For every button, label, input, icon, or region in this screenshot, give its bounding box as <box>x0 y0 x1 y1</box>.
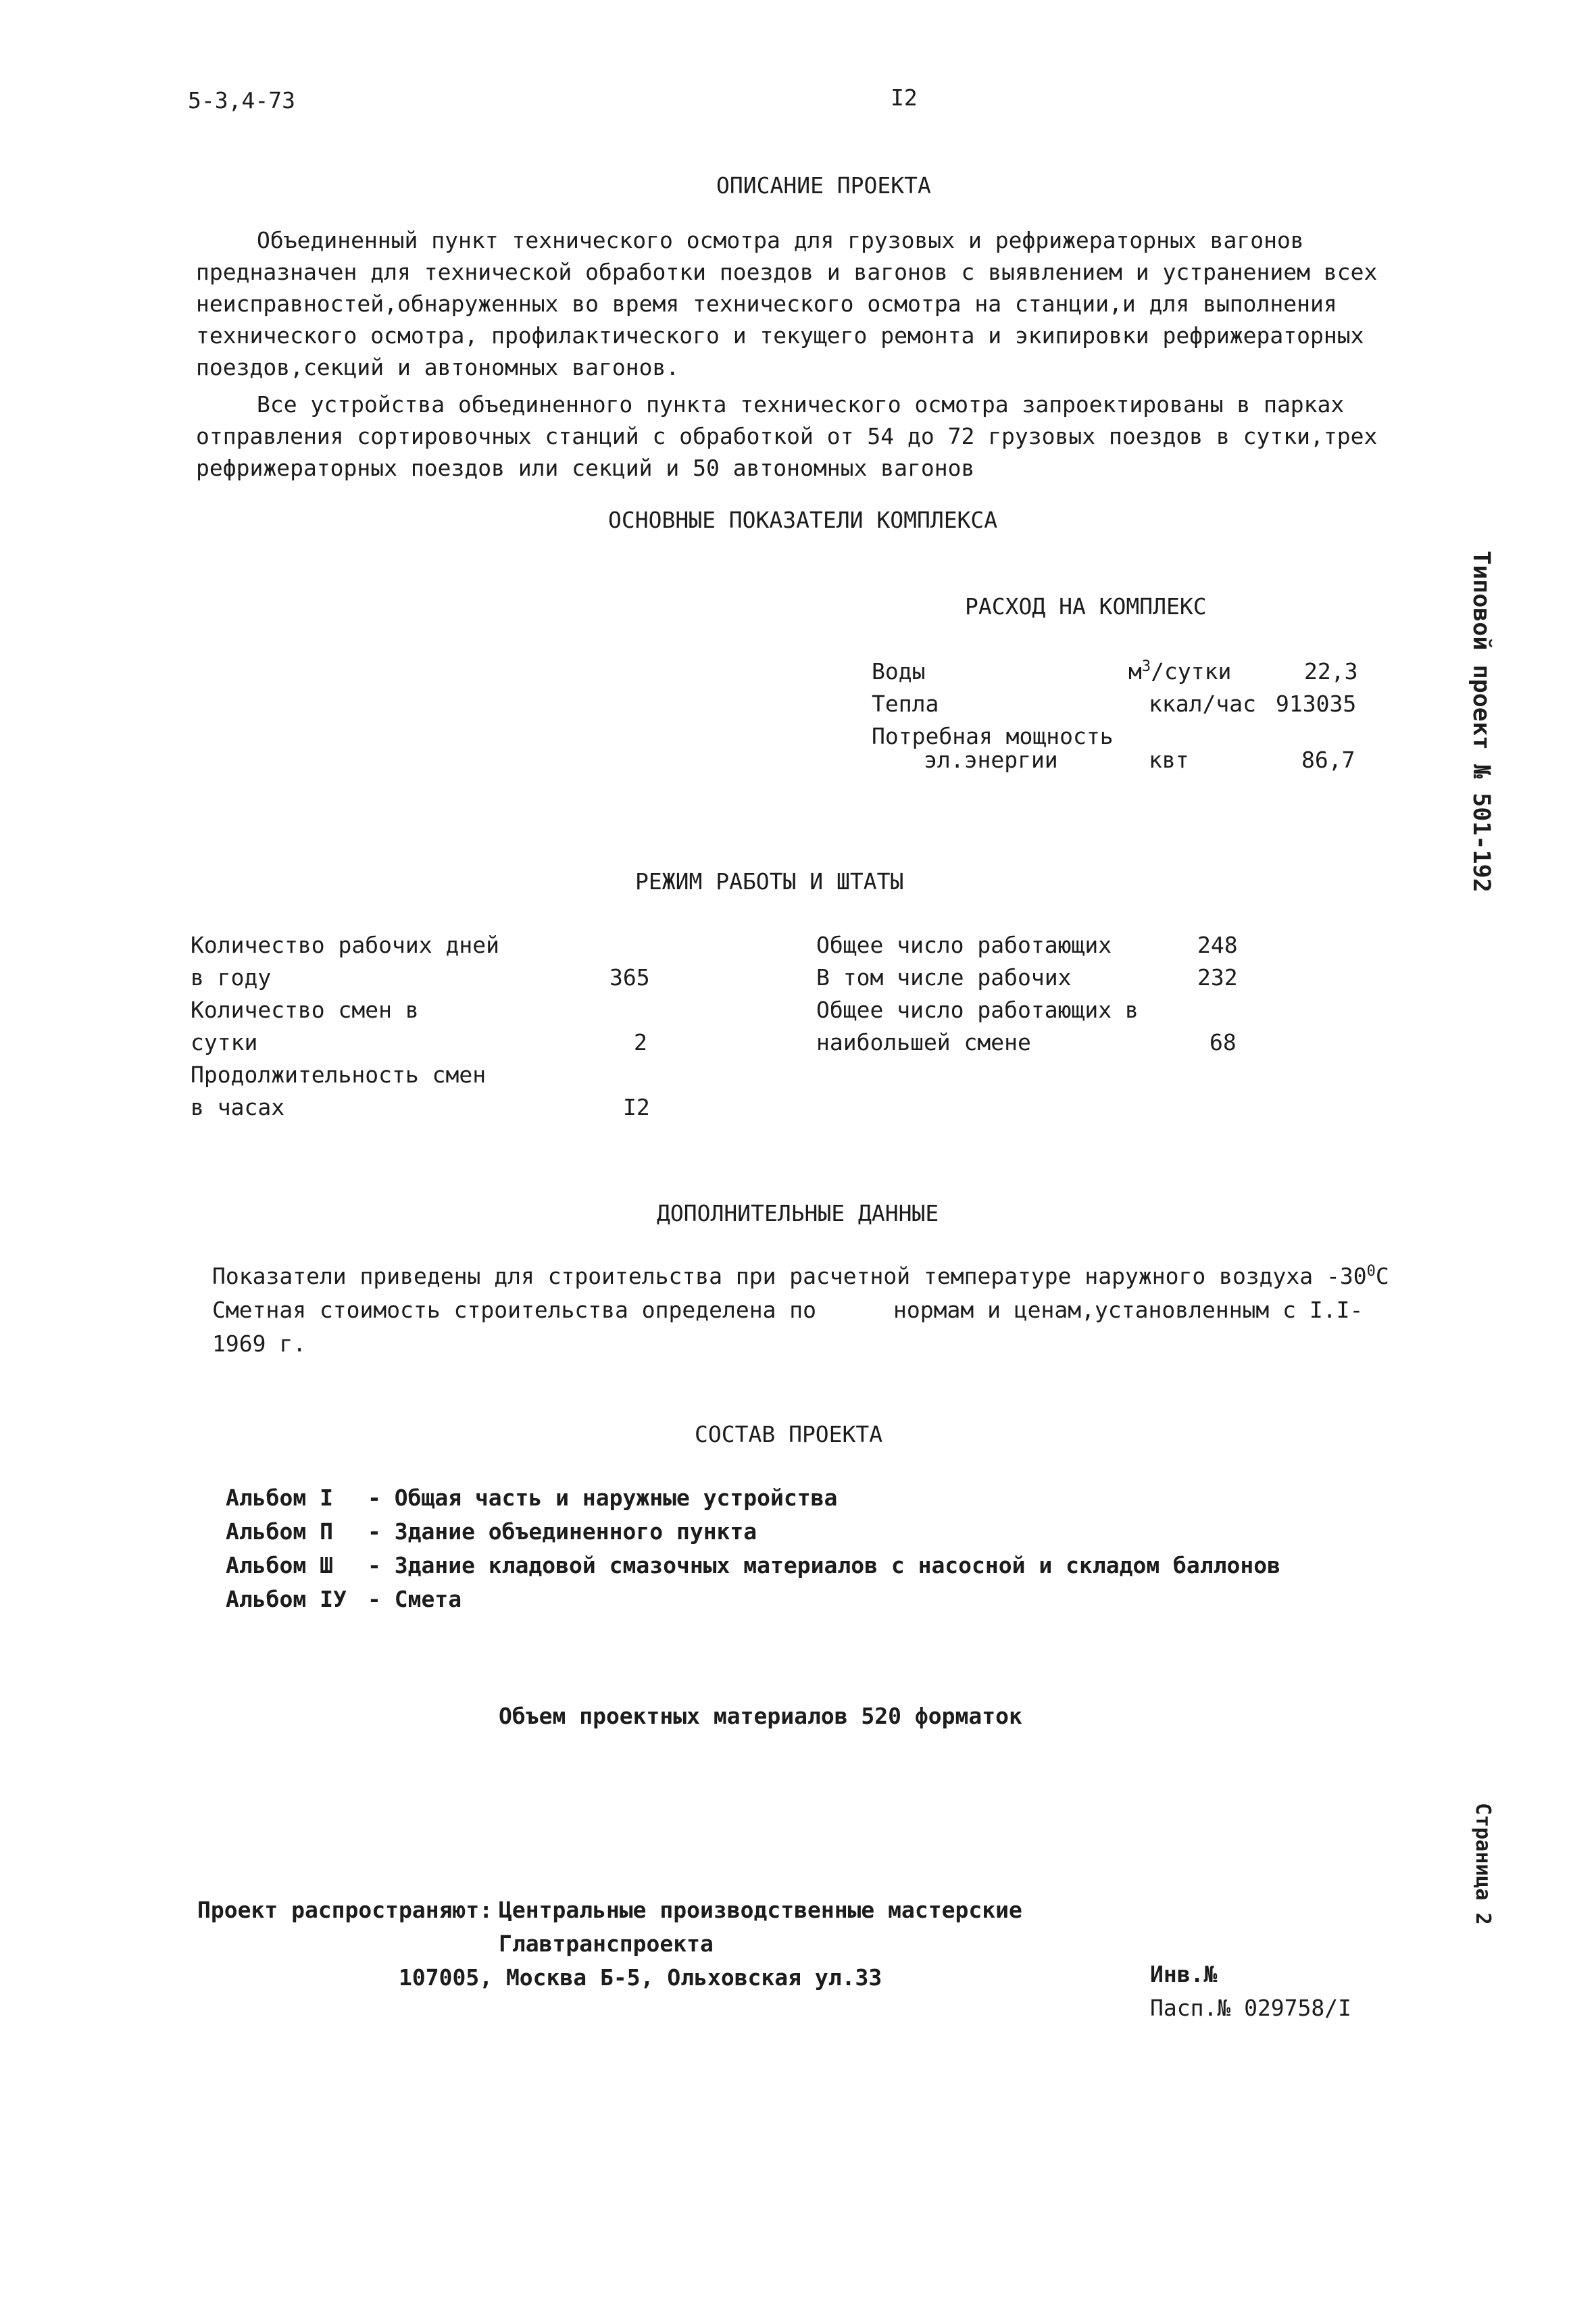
shift-duration-label-line1: Продолжительность смен <box>191 1062 487 1088</box>
album-desc: - Здание кладовой смазочных материалов с насосной и складом баллонов <box>368 1552 1281 1578</box>
album-desc: - Смета <box>368 1586 462 1612</box>
album-row: Альбом П <box>226 1518 333 1545</box>
power-unit: квт <box>1149 747 1189 773</box>
water-value: 22,3 <box>1304 658 1358 684</box>
document-code: 5-3,4-73 <box>188 87 295 114</box>
additional-line-2a: Сметная стоимость строительства определена по <box>212 1297 817 1323</box>
additional-line-2b: нормам и ценам,установленным с I.I- <box>893 1297 1364 1323</box>
max-shift-value: 68 <box>1210 1029 1237 1055</box>
main-indicators-title: ОСНОВНЫЕ ПОКАЗАТЕЛИ КОМПЛЕКСА <box>608 507 998 533</box>
album-row: Альбом I <box>226 1485 333 1511</box>
water-label: Воды <box>872 658 926 684</box>
total-workers-label: Общее число работающих <box>816 932 1112 958</box>
shifts-value: 2 <box>634 1029 647 1055</box>
shift-duration-label-line2: в часах <box>191 1094 285 1120</box>
project-description <box>196 224 1405 484</box>
work-mode-title: РЕЖИМ РАБОТЫ И ШТАТЫ <box>635 868 904 895</box>
description-paragraph-1: Объединенный пункт технического осмотра для грузовых и рефрижераторных вагонов предназначен для технической обработки поездов и вагонов с выявлением и устранением всех неисправностей,обнаруженных во время технического осмотра на станции,и для выполнения технического осмотра, профилактического и текущего ремонта и экипировки рефрижераторных поездов,секций и автономных вагонов. <box>196 227 1378 380</box>
additional-data-title: ДОПОЛНИТЕЛЬНЫЕ ДАННЫЕ <box>657 1200 939 1226</box>
work-days-label-line1: Количество рабочих дней <box>191 932 499 958</box>
power-label-line1: Потребная мощность <box>872 723 1114 749</box>
composition-title: СОСТАВ ПРОЕКТА <box>695 1421 883 1447</box>
project-volume: Объем проектных материалов 520 форматок <box>499 1703 1022 1729</box>
additional-line-3: 1969 г. <box>212 1330 307 1357</box>
power-value: 86,7 <box>1301 747 1355 773</box>
max-shift-label-line2: наибольшей смене <box>816 1029 1031 1055</box>
shift-duration-value: I2 <box>623 1094 650 1120</box>
side-page-label: Страница 2 <box>1471 1803 1495 1925</box>
shifts-label-line1: Количество смен в <box>191 997 419 1023</box>
album-desc: - Здание объединенного пункта <box>368 1518 757 1545</box>
work-days-value: 365 <box>609 964 650 991</box>
passport-number: Пасп.№ 029758/I <box>1150 1995 1352 2021</box>
workers-label: В том числе рабочих <box>816 964 1072 991</box>
album-desc: - Общая часть и наружные устройства <box>368 1485 838 1511</box>
water-unit: $м^3$/сутки <box>1128 658 1232 684</box>
distribution-label: Проект распространяют: <box>197 1897 493 1923</box>
distribution-address: 107005, Москва Б-5, Ольховская ул.33 <box>399 1964 882 1991</box>
page-number: I2 <box>891 84 918 111</box>
album-row: Альбом IУ <box>226 1586 347 1612</box>
distribution-org-line2: Главтранспроекта <box>499 1931 714 1957</box>
total-workers-value: 248 <box>1197 932 1238 958</box>
power-label-line2: эл.энергии <box>924 747 1058 773</box>
work-days-label-line2: в году <box>191 964 272 991</box>
distribution-org-line1: Центральные производственные мастерские <box>499 1897 1022 1923</box>
page-title: ОПИСАНИЕ ПРОЕКТА <box>716 172 931 199</box>
heat-label: Тепла <box>872 691 939 717</box>
description-paragraph-2: Все устройства объединенного пункта технического осмотра запроектированы в парках отправления сортировочных станций с обработкой от 54 до 72 грузовых поездов в сутки,трех рефрижераторных поездов или секций и 50 автономных вагонов <box>196 391 1378 481</box>
consumption-title: РАСХОД НА КОМПЛЕКС <box>965 593 1207 620</box>
workers-value: 232 <box>1197 964 1238 991</box>
side-project-number: Типовой проект № 501-192 <box>1468 551 1495 893</box>
additional-line-1: Показатели приведены для строительства при расчетной температуре наружного воздуха $-30^0С$ <box>212 1263 1389 1289</box>
shifts-label-line2: сутки <box>191 1029 258 1055</box>
heat-unit: ккал/час <box>1149 691 1256 717</box>
album-row: Альбом Ш <box>226 1552 333 1578</box>
max-shift-label-line1: Общее число работающих в <box>816 997 1139 1023</box>
inventory-number: Инв.№ <box>1150 1961 1218 1987</box>
heat-value: 913035 <box>1276 691 1357 717</box>
